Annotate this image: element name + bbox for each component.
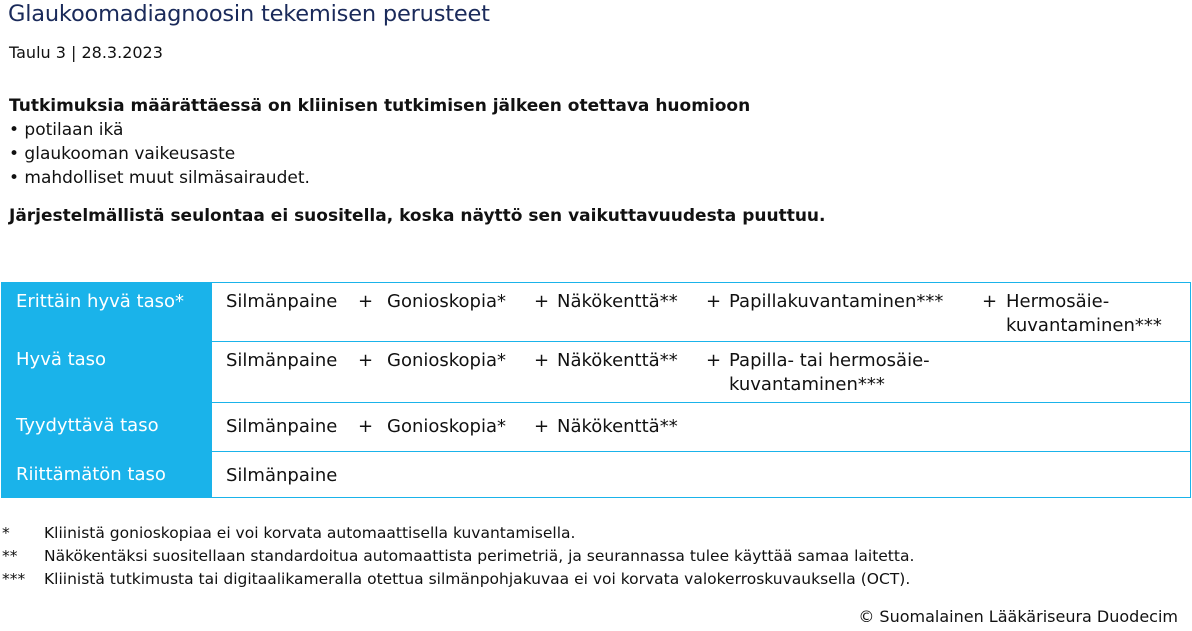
plus-sign: + [534, 416, 550, 437]
exam-item: Hermosäie- [1006, 291, 1110, 312]
footnote-mark: *** [2, 570, 26, 588]
page-title: Glaukoomadiagnoosin tekemisen perusteet [8, 1, 490, 27]
plus-sign: + [706, 291, 722, 312]
plus-sign: + [534, 291, 550, 312]
table-row [2, 451, 1190, 498]
intro-bullet: • potilaan ikä [9, 120, 124, 140]
level-label: Tyydyttävä taso [2, 403, 212, 452]
footnote-text: Näkökentäksi suositellaan standardoitua automaattista perimetriä, ja seurannassa tulee käyttää samaa laitetta. [44, 547, 915, 565]
plus-sign: + [358, 416, 374, 437]
exam-item: Papilla- tai hermosäie- [729, 350, 930, 371]
level-label: Riittämätön taso [2, 452, 212, 498]
exam-item: kuvantaminen*** [729, 374, 885, 395]
footnote-text: Kliinistä tutkimusta tai digitaalikameralla otettua silmänpohjakuvaa ei voi korvata valokerroskuvauksella (OCT). [44, 570, 911, 588]
table-row [2, 283, 1190, 341]
diagnostic-levels-table [1, 282, 1191, 498]
exam-item: Gonioskopia* [387, 416, 507, 437]
exam-item: Gonioskopia* [387, 350, 507, 371]
footnote-mark: * [2, 524, 10, 542]
footnote-text: Kliinistä gonioskopiaa ei voi korvata automaattisella kuvantamisella. [44, 524, 576, 542]
plus-sign: + [358, 350, 374, 371]
intro-bullet: • mahdolliset muut silmäsairaudet. [9, 168, 310, 188]
exam-item: kuvantaminen*** [1006, 315, 1162, 336]
exam-item: Gonioskopia* [387, 291, 507, 312]
exam-item: Papillakuvantaminen*** [729, 291, 944, 312]
screening-statement: Järjestelmällistä seulontaa ei suositella, koska näyttö sen vaikuttavuudesta puuttuu. [9, 206, 826, 226]
exam-item: Silmänpaine [226, 416, 338, 437]
exam-item: Silmänpaine [226, 350, 338, 371]
intro-heading: Tutkimuksia määrättäessä on kliinisen tutkimisen jälkeen otettava huomioon [9, 96, 751, 116]
intro-text [9, 94, 826, 228]
plus-sign: + [534, 350, 550, 371]
intro-bullet: • glaukooman vaikeusaste [9, 144, 236, 164]
exam-item: Silmänpaine [226, 291, 338, 312]
table-subtitle: Taulu 3 | 28.3.2023 [9, 43, 163, 62]
plus-sign: + [358, 291, 374, 312]
footnote-mark: ** [2, 547, 18, 565]
exam-item: Näkökenttä** [557, 416, 678, 437]
exam-item: Näkökenttä** [557, 350, 678, 371]
plus-sign: + [706, 350, 722, 371]
level-label: Hyvä taso [2, 342, 212, 403]
exam-item: Silmänpaine [226, 465, 338, 486]
exam-item: Näkökenttä** [557, 291, 678, 312]
level-label: Erittäin hyvä taso* [2, 283, 212, 341]
plus-sign: + [982, 291, 998, 312]
table-row [2, 402, 1190, 452]
copyright-notice: © Suomalainen Lääkäriseura Duodecim [858, 607, 1178, 626]
table-row [2, 341, 1190, 403]
